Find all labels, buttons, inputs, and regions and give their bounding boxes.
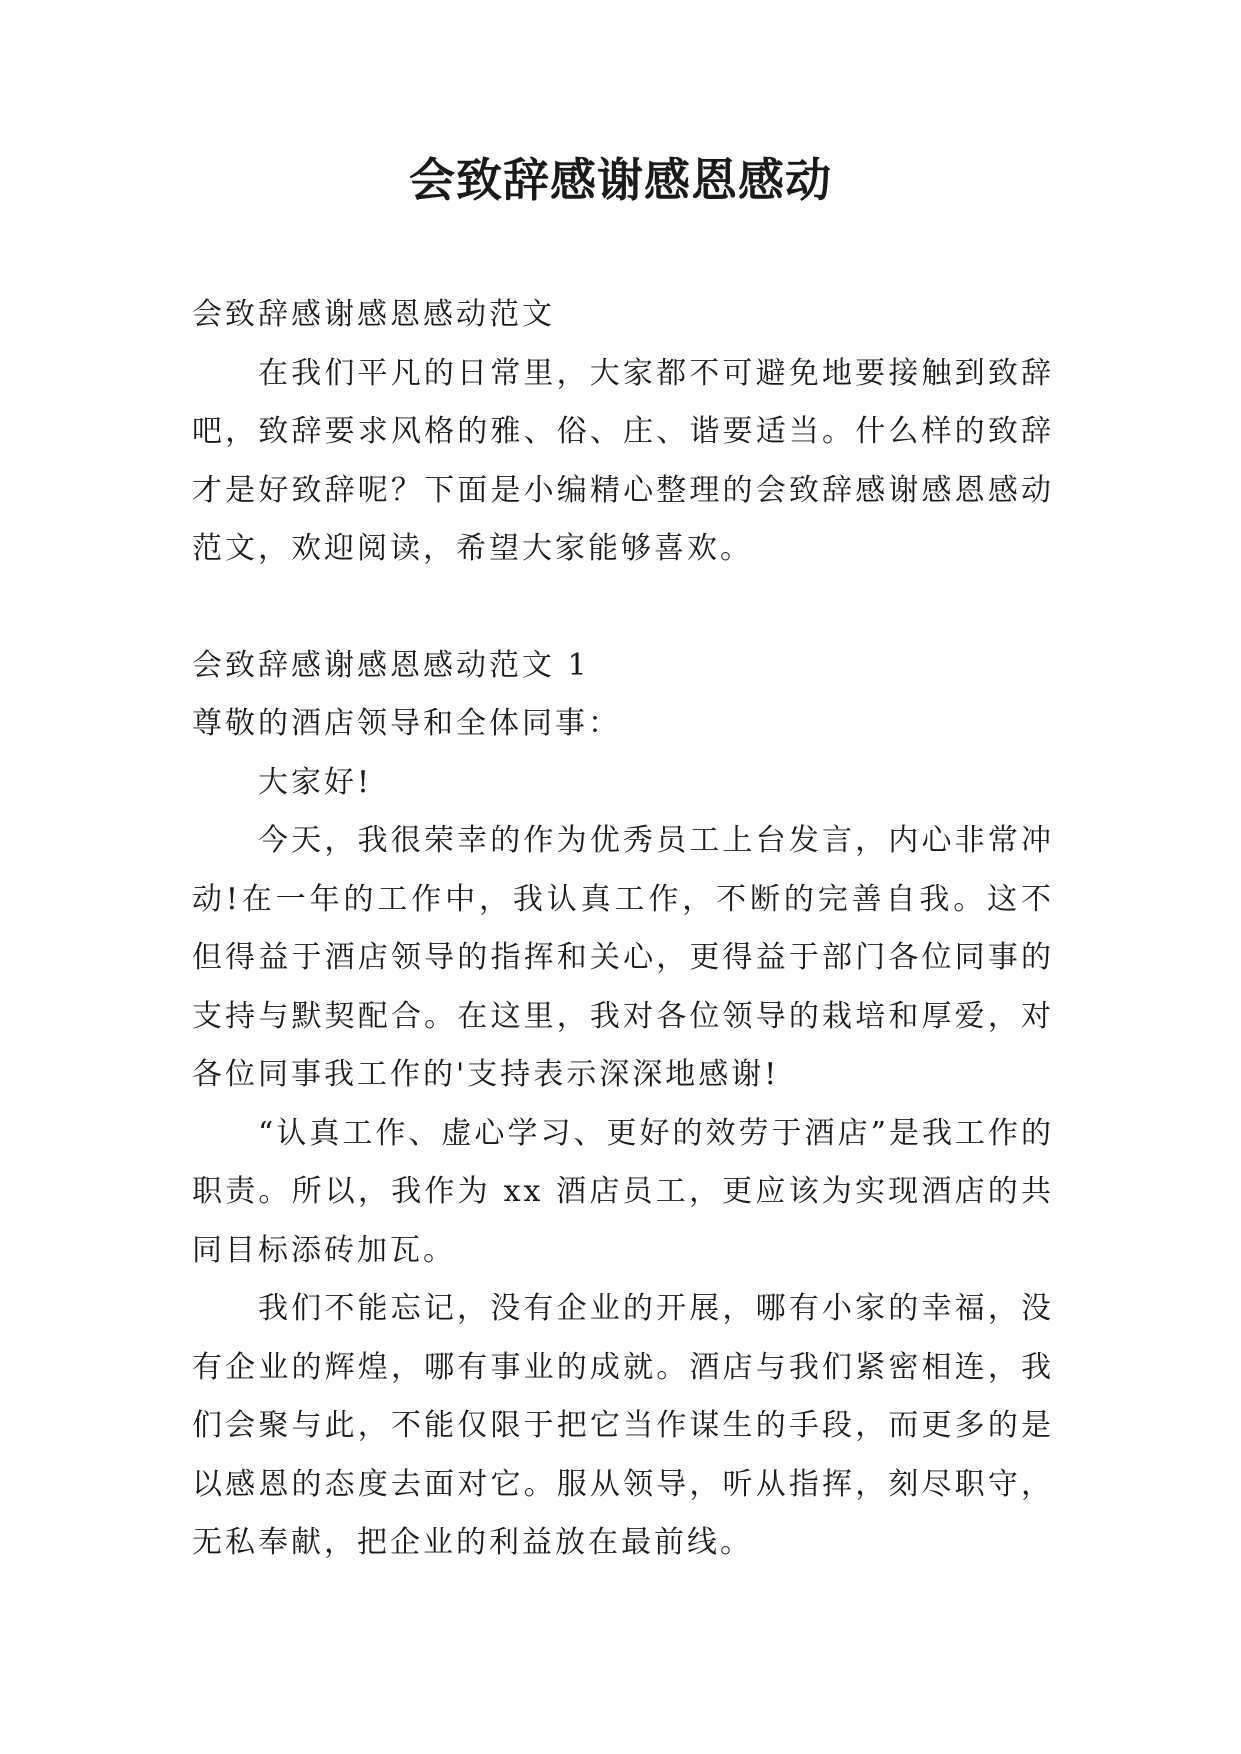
document-body: [192, 286, 1054, 1573]
document-title: 会致辞感谢感恩感动: [409, 153, 832, 207]
salutation: 尊敬的酒店领导和全体同事：: [192, 706, 621, 741]
body-paragraph-3: 我们不能忘记，没有企业的开展，哪有小家的幸福，没有企业的辉煌，哪有事业的成就。酒店与我们紧密相连，我们会聚与此，不能仅限于把它当作谋生的手段，而更多的是以感恩的态度去面对它。服从领导，听从指挥，刻尽职守，无私奉献，把企业的利益放在最前线。: [192, 1291, 1054, 1560]
subtitle: 会致辞感谢感恩感动范文: [192, 297, 555, 332]
intro-paragraph: 在我们平凡的日常里，大家都不可避免地要接触到致辞吧，致辞要求风格的雅、俗、庄、谐要适当。什么样的致辞才是好致辞呢？下面是小编精心整理的会致辞感谢感恩感动范文，欢迎阅读，希望大家能够喜欢。: [192, 355, 1054, 566]
greeting: 大家好!: [258, 764, 373, 800]
section-spacer: [192, 579, 1054, 637]
section-title: 会致辞感谢感恩感动范文 1: [192, 647, 590, 683]
body-paragraph-2: “认真工作、虚心学习、更好的效劳于酒店”是我工作的职责。所以，我作为 xx 酒店员工，更应该为实现酒店的共同目标添砖加瓦。: [192, 1115, 1054, 1268]
body-paragraph-1: 今天，我很荣幸的作为优秀员工上台发言，内心非常冲动!在一年的工作中，我认真工作，不断的完善自我。这不但得益于酒店领导的指挥和关心，更得益于部门各位同事的支持与默契配合。在这里，我对各位领导的栽培和厚爱，对各位同事我工作的'支持表示深深地感谢!: [192, 823, 1054, 1092]
